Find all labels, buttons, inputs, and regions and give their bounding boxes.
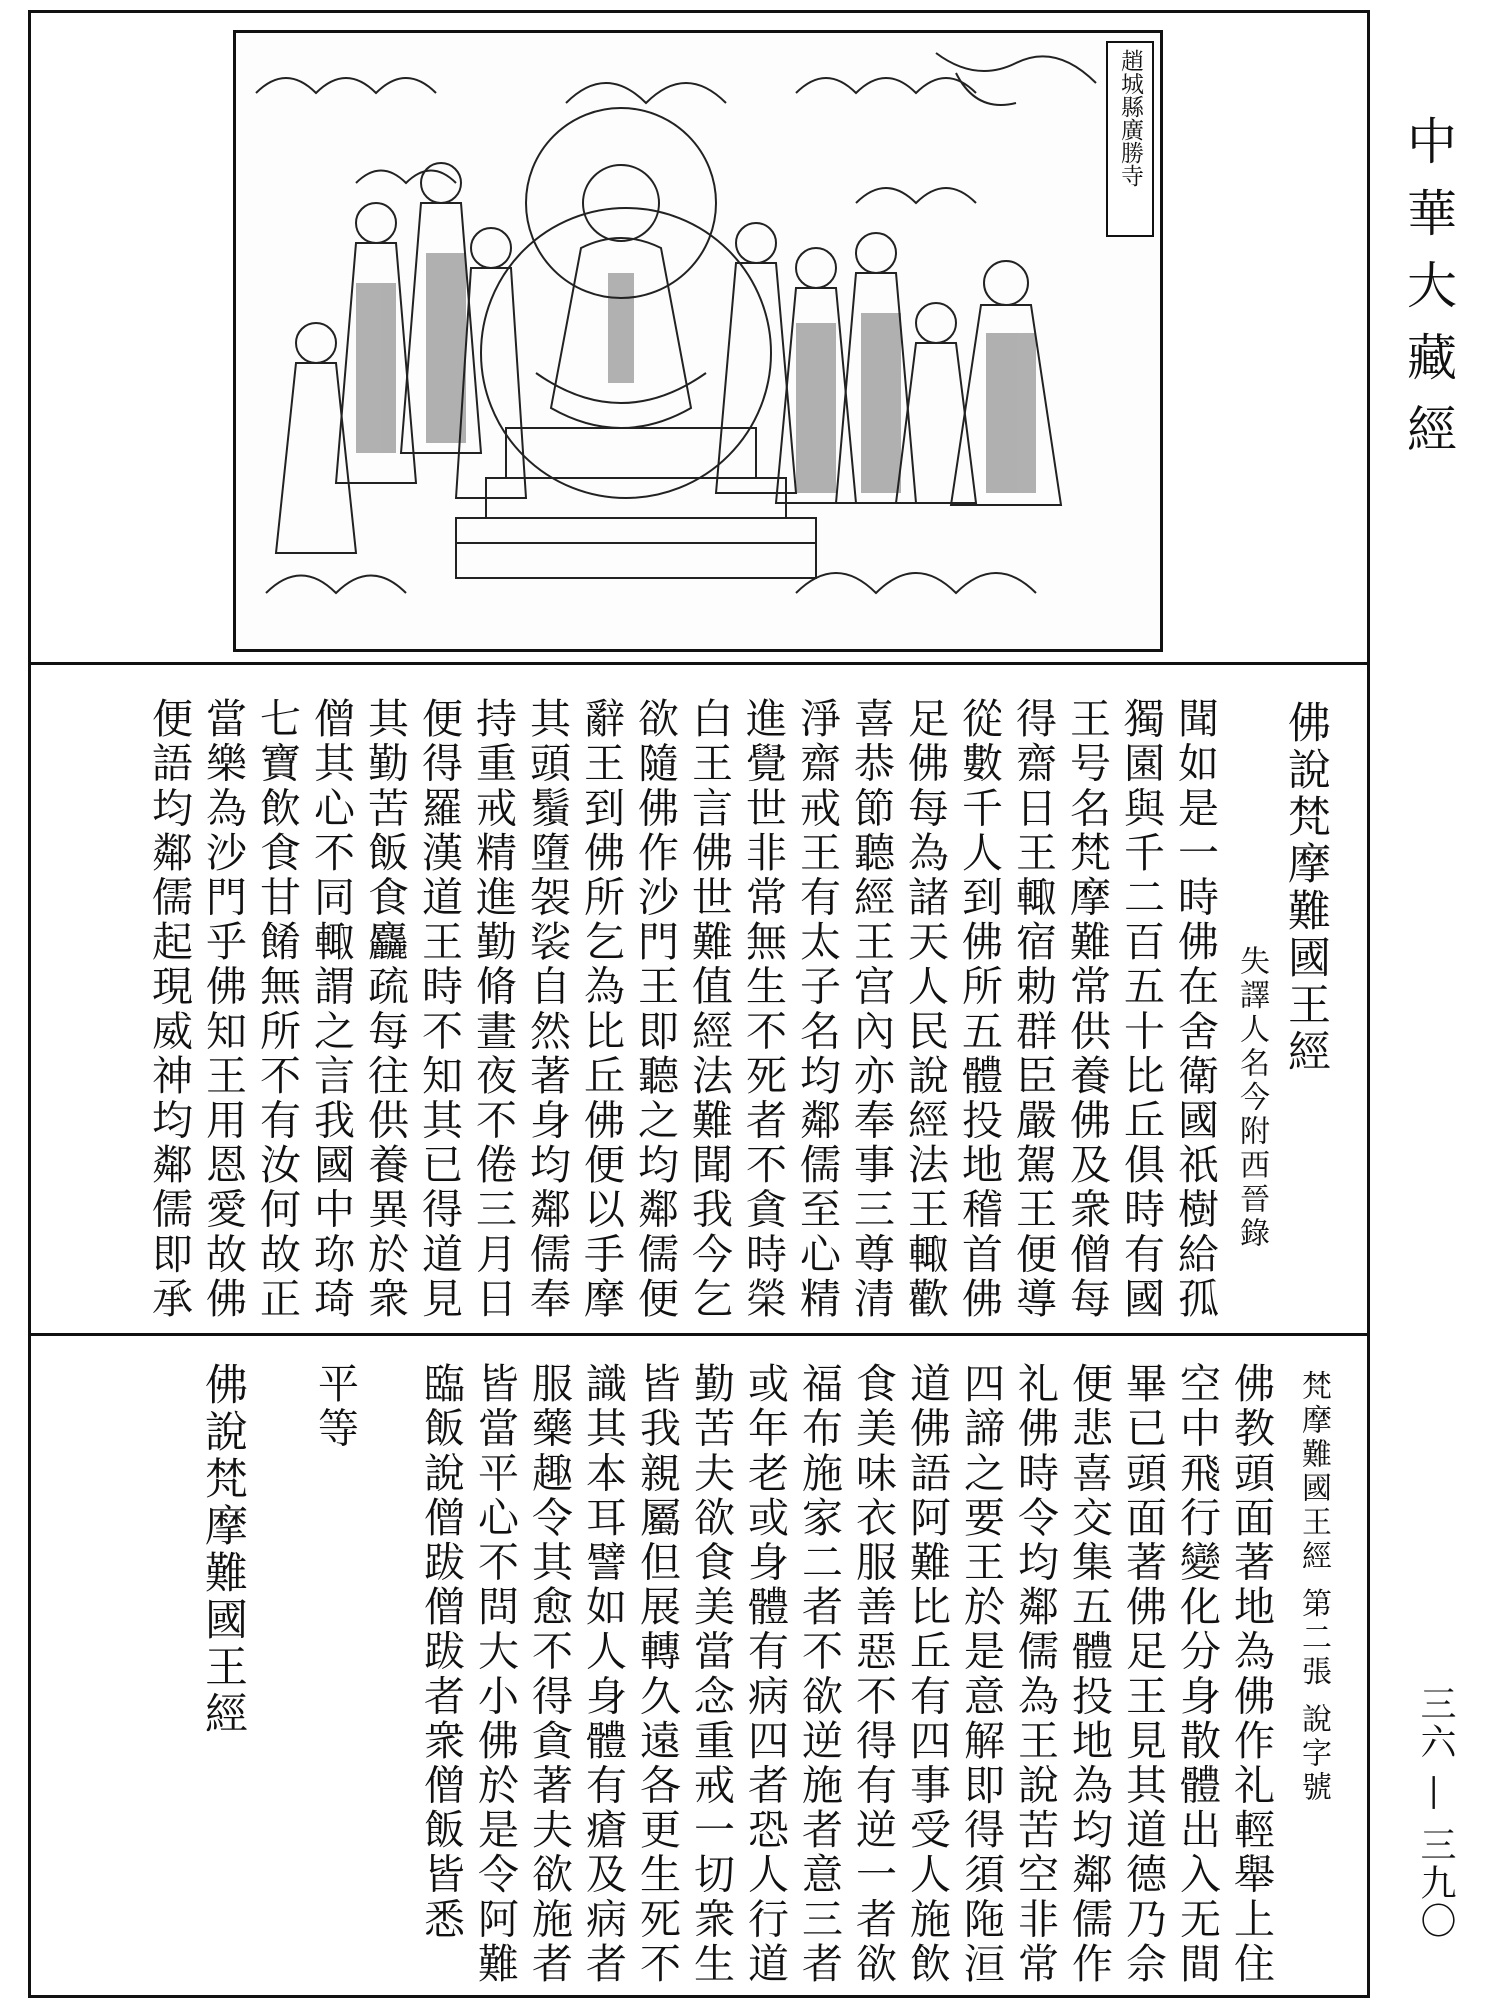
text-column: 獨園與千二百五十比丘俱時有國 — [1117, 697, 1165, 1322]
page-number: 三六 — 三九〇 — [1415, 1685, 1456, 1940]
woodblock-print-image — [236, 33, 1160, 649]
text-column: 從數千人到佛所五體投地稽首佛 — [955, 697, 1003, 1322]
text-column: 喜恭節聽經王宫內亦奉事三尊清 — [847, 697, 895, 1322]
text-column: 四諦之要王於是意解即得須陁洹 — [957, 1362, 1005, 1987]
collection-title: 中華大藏經 — [1400, 115, 1456, 475]
text-column: 皆我親屬但展轉久遠各更生死不 — [633, 1362, 681, 1987]
text-column: 服藥趣令其愈不得貪著夫欲施者 — [525, 1362, 573, 1987]
text-column: 白王言佛世難值經法難聞我今乞 — [685, 697, 733, 1322]
text-column: 礼佛時令均鄰儒為王說苦空非常 — [1011, 1362, 1059, 1987]
text-column: 畢已頭面著佛足王見其道德乃佘 — [1119, 1362, 1167, 1987]
text-column: 便得羅漢道王時不知其已得道見 — [415, 697, 463, 1322]
text-column: 福布施家二者不欲逆施者意三者 — [795, 1362, 843, 1987]
text-column: 皆當平心不問大小佛於是令阿難 — [471, 1362, 519, 1987]
text-column: 七寶飲食甘餚無所不有汝何故正 — [253, 697, 301, 1322]
text-column: 佛教頭面著地為佛作礼輕舉上住 — [1227, 1362, 1275, 1987]
text-column: 識其本耳譬如人身體有瘡及病者 — [579, 1362, 627, 1987]
buddha-assembly-illustration — [233, 30, 1163, 652]
text-column: 勤苦夫欲食美當念重戒一切衆生 — [687, 1362, 735, 1987]
translator-note: 失譯人名今附西晉錄 — [1234, 945, 1269, 1251]
sutra-end-title: 佛說梵摩難國王經 — [198, 1362, 248, 1738]
temple-caption: 趙城縣廣勝寺 — [1106, 41, 1154, 237]
text-column: 或年老或身體有病四者恐人行道 — [741, 1362, 789, 1987]
text-column: 欲隨佛作沙門王即聽之均鄰儒便 — [631, 697, 679, 1322]
sutra-title: 佛說梵摩難國王經 — [1281, 700, 1331, 1076]
text-column: 淨齋戒王有太子名均鄰儒至心精 — [793, 697, 841, 1322]
text-column: 食美味衣服善惡不得有逆一者欲 — [849, 1362, 897, 1987]
text-column: 得齋日王輙宿勅群臣嚴駕王便導 — [1009, 697, 1057, 1322]
text-column: 聞如是一時佛在舍衛國祇樹給孤 — [1171, 697, 1219, 1322]
text-column: 空中飛行變化分身散體出入无間 — [1173, 1362, 1221, 1987]
folio-note: 梵摩難國王經 第二張 說字號 — [1296, 1370, 1331, 1806]
text-column: 其頭鬚墮袈裟自然著身均鄰儒奉 — [523, 697, 571, 1322]
text-column: 當樂為沙門乎佛知王用恩愛故佛 — [199, 697, 247, 1322]
text-column: 臨飯說僧跋僧跋者衆僧飯皆悉 — [417, 1362, 465, 1942]
text-column: 辭王到佛所乞為比丘佛便以手摩 — [577, 697, 625, 1322]
divider-lower — [28, 1333, 1370, 1336]
text-column: 僧其心不同輙謂之言我國中珎琦 — [307, 697, 355, 1322]
text-column: 王号名梵摩難常供養佛及衆僧每 — [1063, 697, 1111, 1322]
text-column: 其勤苦飯食麤疏每往供養異於衆 — [361, 697, 409, 1322]
text-column: 便悲喜交集五體投地為均鄰儒作 — [1065, 1362, 1113, 1987]
text-column: 平等 — [311, 1362, 359, 1452]
text-column: 持重戒精進勤脩晝夜不倦三月日 — [469, 697, 517, 1322]
text-column: 便語均鄰儒起現威神均鄰儒即承 — [145, 697, 193, 1322]
text-column: 道佛語阿難比丘有四事受人施飲 — [903, 1362, 951, 1987]
text-column: 足佛每為諸天人民說經法王輙歡 — [901, 697, 949, 1322]
text-column: 進覺世非常無生不死者不貪時榮 — [739, 697, 787, 1322]
divider-upper — [28, 662, 1370, 665]
